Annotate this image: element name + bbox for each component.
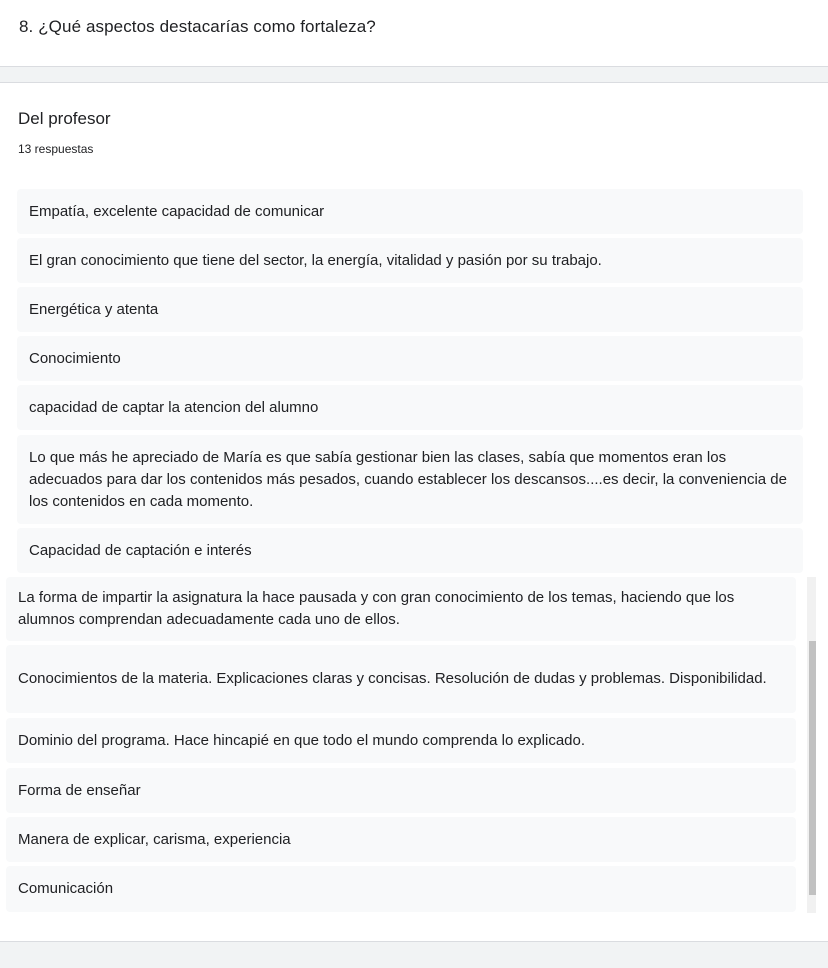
section-title: Del profesor xyxy=(18,109,111,128)
response-item: capacidad de captar la atencion del alumno xyxy=(17,385,803,430)
response-item: Lo que más he apreciado de María es que sabía gestionar bien las clases, sabía que momentos eran los adecuados para dar los contenidos más pesados, cuando establecer los descansos....es decir, la conveniencia de los contenidos en cada momento. xyxy=(17,435,803,524)
question-title: 8. ¿Qué aspectos destacarías como fortaleza? xyxy=(19,17,376,36)
response-item: Comunicación xyxy=(6,866,796,912)
response-item: Capacidad de captación e interés xyxy=(17,528,803,573)
response-item: Conocimientos de la materia. Explicaciones claras y concisas. Resolución de dudas y problemas. Disponibilidad. xyxy=(6,645,796,713)
response-item: El gran conocimiento que tiene del sector, la energía, vitalidad y pasión por su trabajo. xyxy=(17,238,803,283)
response-count: 13 respuestas xyxy=(18,142,94,156)
question-card xyxy=(0,0,828,67)
response-item: La forma de impartir la asignatura la hace pausada y con gran conocimiento de los temas, haciendo que los alumnos comprendan adecuadamente cada uno de ellos. xyxy=(6,577,796,641)
response-item: Forma de enseñar xyxy=(6,768,796,813)
response-item: Energética y atenta xyxy=(17,287,803,332)
response-item: Empatía, excelente capacidad de comunicar xyxy=(17,189,803,234)
response-item: Dominio del programa. Hace hincapié en que todo el mundo comprenda lo explicado. xyxy=(6,718,796,763)
responses-scrollbar-thumb[interactable] xyxy=(809,641,816,895)
response-item: Manera de explicar, carisma, experiencia xyxy=(6,817,796,862)
response-item: Conocimiento xyxy=(17,336,803,381)
